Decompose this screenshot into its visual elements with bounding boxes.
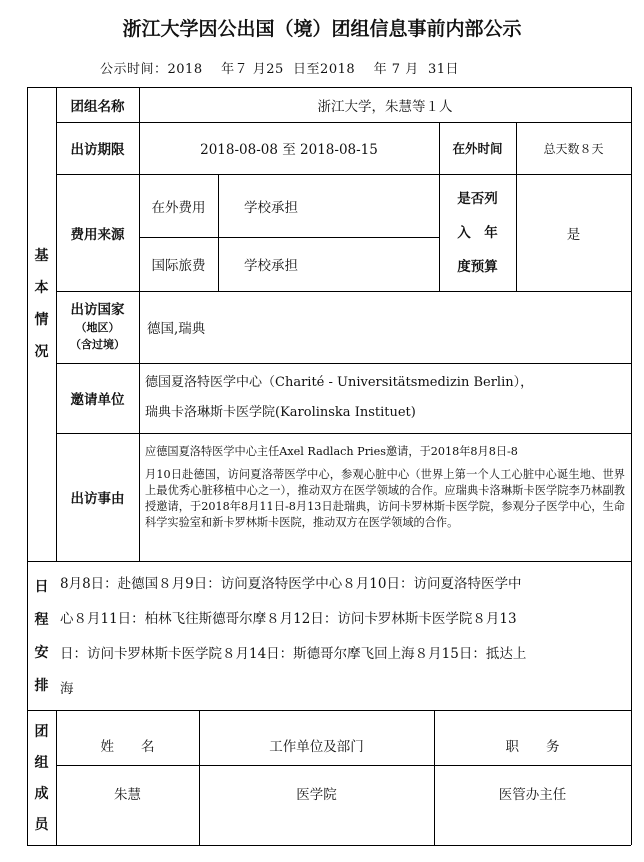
abroad-time-value: 总天数８天: [543, 141, 604, 156]
member-title: 医管办主任: [498, 786, 567, 803]
annual-budget-label: 是否列 入 年 度预算: [457, 190, 498, 275]
abroad-time-label: 在外时间: [452, 141, 503, 156]
visit-purpose-label: 出访事由: [70, 491, 125, 507]
schedule-text: 8月8日：赴德国８月9日：访问夏洛特医学中心８月10日：访问夏洛特医学中 心８月11日：柏林飞往斯德哥尔摩８月12日：访问卡罗林斯卡医学院８月13 日：访问卡罗林斯卡医学院８月14日：斯德哥尔摩飞回上海８月15日：抵达上 海: [60, 576, 527, 697]
destination-label: 出访国家 （地区） （含过境）: [70, 301, 125, 351]
page-title: 浙江大学因公出国（境）团组信息事前内部公示: [122, 18, 522, 40]
travel-cost-label: 国际旅费: [151, 258, 206, 274]
abroad-cost-value: 学校承担: [244, 199, 298, 216]
visit-purpose-value: 应德国夏洛特医学中心主任Axel Radlach Pries邀请，于2018年8月8日-8 月10日赴德国，访问夏洛蒂医学中心，参观心脏中心（世界上第一个人工心脏中心诞生地、世界上最优秀心脏移植中心之一），推动双方在医学领域的合作。应瑞典卡洛琳斯卡医学院李乃林副教授邀请，于2018年8月11日-8月13日赴瑞典，访问卡罗林斯卡医学院，参观分子医学中心，生命科学实验室和新卡罗林斯卡医院，推动双方在医学领域的合作。: [145, 445, 625, 529]
schedule-section-label: 日 程 安 排: [34, 578, 49, 695]
members-section-label: 团 组 成 员: [34, 724, 49, 833]
publicity-period: 公示时间：2018 年７ 月25 日至2018 年 7 月 31日: [100, 62, 460, 77]
annual-budget-value: 是: [566, 226, 581, 243]
member-name: 朱慧: [114, 786, 141, 803]
funding-source-label: 费用来源: [70, 226, 125, 243]
members-header-name: 姓 名: [100, 738, 155, 755]
duration-label: 出访期限: [70, 142, 125, 158]
members-header-unit: 工作单位及部门: [269, 738, 364, 755]
group-name-value: 浙江大学，朱慧等１人: [317, 98, 453, 115]
inviter-label: 邀请单位: [70, 392, 125, 408]
destination-value: 德国,瑞典: [147, 321, 206, 337]
member-unit: 医学院: [296, 786, 337, 803]
members-header-title: 职 务: [505, 738, 560, 755]
duration-value: 2018-08-08 至 2018-08-15: [200, 142, 378, 158]
group-name-label: 团组名称: [70, 98, 125, 115]
inviter-value: 德国夏洛特医学中心（Charité - Universitätsmedizin Berlin）， 瑞典卡洛琳斯卡医学院(Karolinska Instituet): [145, 375, 534, 420]
basic-info-section-label: 基 本 情 况: [34, 248, 49, 360]
abroad-cost-label: 在外费用: [151, 199, 206, 216]
travel-cost-value: 学校承担: [244, 258, 298, 274]
